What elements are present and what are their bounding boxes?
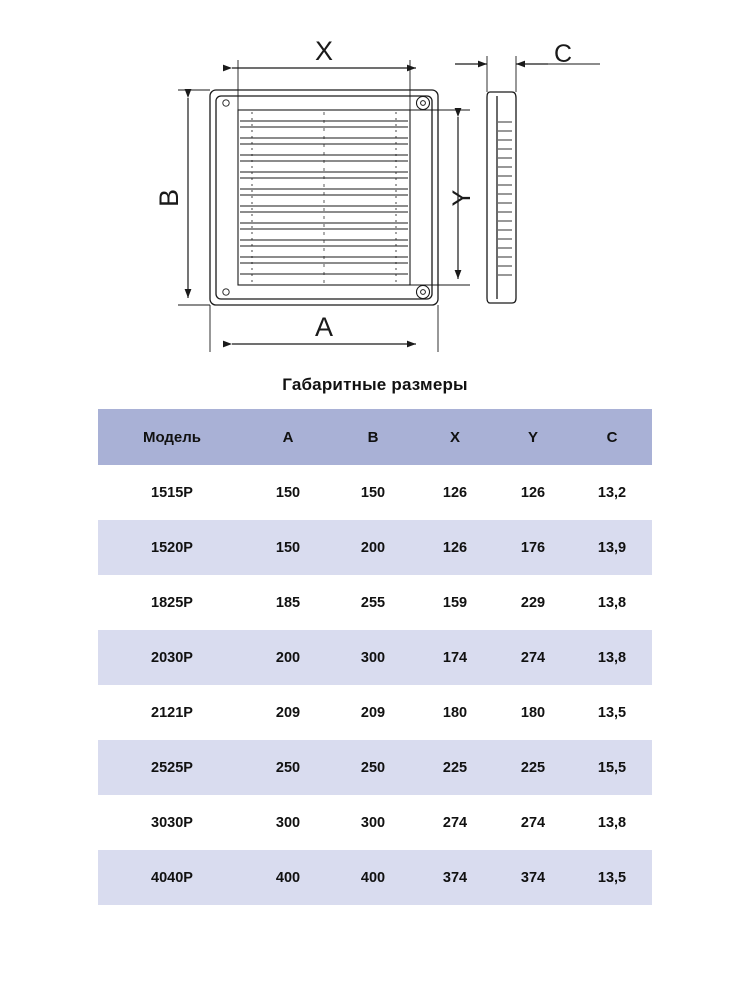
cell-b: 300 bbox=[330, 795, 416, 850]
cell-model: 2121Р bbox=[98, 685, 246, 740]
table-row bbox=[98, 630, 652, 685]
cell-a: 185 bbox=[246, 575, 330, 630]
cell-b: 400 bbox=[330, 850, 416, 905]
cell-c: 13,2 bbox=[572, 465, 652, 520]
side-view bbox=[487, 92, 516, 303]
cell-a: 150 bbox=[246, 465, 330, 520]
column-header-model: Модель bbox=[98, 409, 246, 465]
cell-b: 209 bbox=[330, 685, 416, 740]
cell-model: 2525Р bbox=[98, 740, 246, 795]
cell-x: 126 bbox=[416, 520, 494, 575]
cell-x: 225 bbox=[416, 740, 494, 795]
cell-model: 1520Р bbox=[98, 520, 246, 575]
cell-a: 300 bbox=[246, 795, 330, 850]
cell-x: 374 bbox=[416, 850, 494, 905]
dimension-label-y: Y bbox=[448, 189, 476, 207]
dimensions-table bbox=[98, 409, 652, 905]
cell-b: 250 bbox=[330, 740, 416, 795]
dimension-label-x: X bbox=[314, 36, 334, 66]
dimensions-section bbox=[0, 375, 750, 905]
table-row bbox=[98, 575, 652, 630]
column-header-x: X bbox=[416, 409, 494, 465]
column-header-c: C bbox=[572, 409, 652, 465]
cell-y: 274 bbox=[494, 795, 572, 850]
cell-model: 1515Р bbox=[98, 465, 246, 520]
cell-b: 255 bbox=[330, 575, 416, 630]
cell-c: 13,8 bbox=[572, 795, 652, 850]
cell-y: 225 bbox=[494, 740, 572, 795]
cell-c: 13,8 bbox=[572, 575, 652, 630]
cell-c: 15,5 bbox=[572, 740, 652, 795]
table-row bbox=[98, 740, 652, 795]
cell-b: 200 bbox=[330, 520, 416, 575]
cell-x: 274 bbox=[416, 795, 494, 850]
technical-drawing bbox=[0, 0, 750, 375]
cell-y: 274 bbox=[494, 630, 572, 685]
cell-b: 150 bbox=[330, 465, 416, 520]
cell-a: 209 bbox=[246, 685, 330, 740]
table-row bbox=[98, 685, 652, 740]
table-row bbox=[98, 795, 652, 850]
cell-x: 126 bbox=[416, 465, 494, 520]
cell-a: 250 bbox=[246, 740, 330, 795]
cell-y: 176 bbox=[494, 520, 572, 575]
table-row bbox=[98, 465, 652, 520]
cell-a: 400 bbox=[246, 850, 330, 905]
dimension-label-c: C bbox=[553, 40, 573, 68]
front-view bbox=[210, 90, 438, 305]
cell-model: 1825Р bbox=[98, 575, 246, 630]
cell-a: 200 bbox=[246, 630, 330, 685]
column-header-y: Y bbox=[494, 409, 572, 465]
cell-x: 174 bbox=[416, 630, 494, 685]
column-header-a: A bbox=[246, 409, 330, 465]
cell-x: 180 bbox=[416, 685, 494, 740]
table-title: Габаритные размеры bbox=[282, 375, 468, 394]
cell-y: 180 bbox=[494, 685, 572, 740]
cell-b: 300 bbox=[330, 630, 416, 685]
cell-c: 13,8 bbox=[572, 630, 652, 685]
cell-y: 374 bbox=[494, 850, 572, 905]
cell-a: 150 bbox=[246, 520, 330, 575]
cell-x: 159 bbox=[416, 575, 494, 630]
cell-y: 229 bbox=[494, 575, 572, 630]
cell-c: 13,5 bbox=[572, 850, 652, 905]
dimension-label-a: A bbox=[314, 312, 334, 342]
column-header-b: B bbox=[330, 409, 416, 465]
table-header-row bbox=[98, 409, 652, 465]
cell-y: 126 bbox=[494, 465, 572, 520]
table-row bbox=[98, 850, 652, 905]
cell-model: 3030Р bbox=[98, 795, 246, 850]
dimension-label-b: B bbox=[154, 188, 184, 208]
table-row bbox=[98, 520, 652, 575]
cell-c: 13,5 bbox=[572, 685, 652, 740]
cell-model: 4040Р bbox=[98, 850, 246, 905]
cell-c: 13,9 bbox=[572, 520, 652, 575]
cell-model: 2030Р bbox=[98, 630, 246, 685]
